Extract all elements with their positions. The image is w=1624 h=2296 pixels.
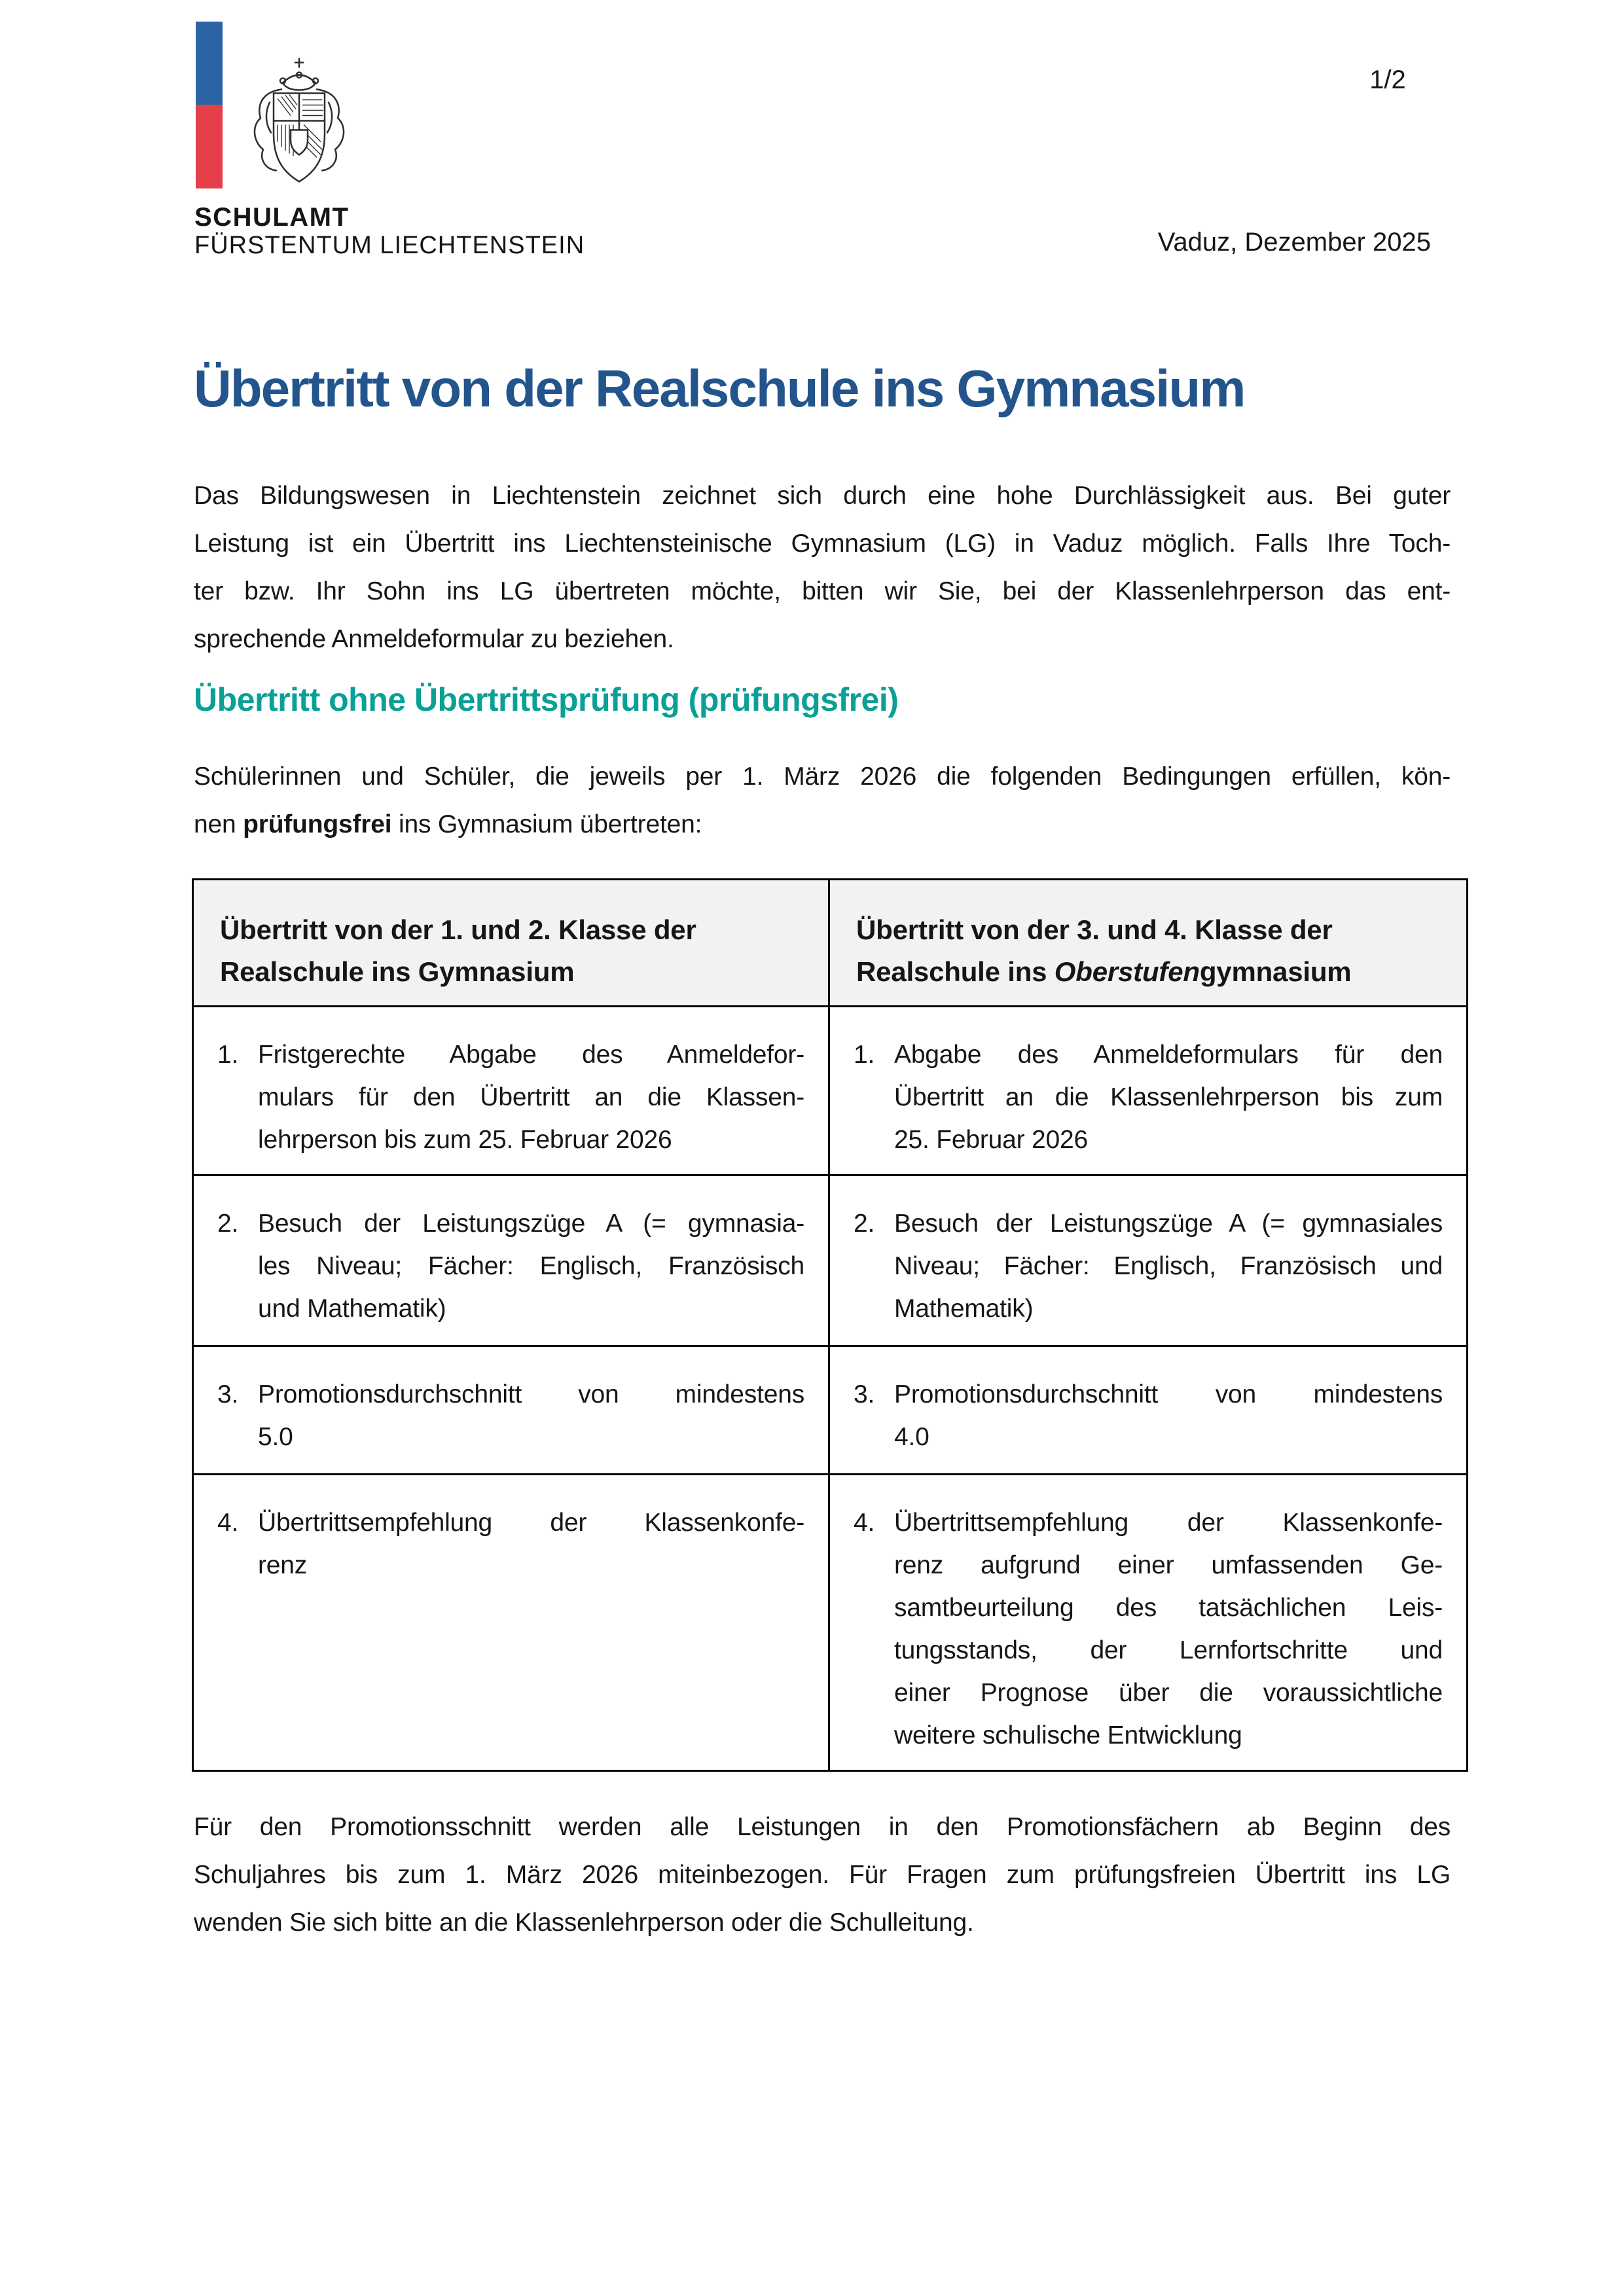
org-name: SCHULAMT	[194, 203, 350, 232]
coat-of-arms-icon	[244, 55, 355, 196]
list-number: 1.	[854, 1041, 875, 1069]
table-cell-row1-right	[830, 1007, 1466, 1176]
lead-paragraph: Schülerinnen und Schüler, die jeweils per 1. März 2026 die folgenden Bedingungen erfüllen, kön- nen prüfungsfrei ins Gymnasium übertreten:	[194, 762, 1451, 838]
cell-text: Fristgerechte Abgabe des Anmeldefor- mulars für den Übertritt an die Klassen- lehrperson bis zum 25. Februar 2026	[258, 1041, 804, 1154]
conditions-table	[192, 878, 1468, 1772]
logo-bar-blue	[196, 22, 223, 105]
cell-text: Promotionsdurchschnitt von mindestens 4.0	[894, 1380, 1443, 1451]
page-number: 1/2	[1369, 65, 1406, 94]
list-number: 1.	[217, 1041, 239, 1069]
intro-paragraph: Das Bildungswesen in Liechtenstein zeichnet sich durch eine hohe Durchlässigkeit aus. Bei guter Leistung ist ein Übertritt ins Liechtensteinische Gymnasium (LG) in Vaduz möglich. Falls Ihre Toch- ter bzw. Ihr Sohn ins LG übertreten möchte, bitten wir Sie, bei der Klassenlehrperson das ent- sprechende Anmeldeformular zu beziehen.	[194, 482, 1451, 653]
list-number: 3.	[217, 1380, 239, 1408]
outro-paragraph: Für den Promotionsschnitt werden alle Leistungen in den Promotionsfächern ab Beginn des Schuljahres bis zum 1. März 2026 miteinbezogen. Für Fragen zum prüfungsfreien Übertritt ins LG wenden Sie sich bitte an die Klassenlehrperson oder die Schulleitung.	[194, 1813, 1451, 1937]
list-number: 2.	[217, 1210, 239, 1238]
list-number: 4.	[854, 1509, 875, 1537]
table-cell-row1-left	[194, 1007, 830, 1176]
logo-bar-red	[196, 105, 223, 188]
table-cell-row4-left	[194, 1475, 830, 1770]
cell-text: Abgabe des Anmeldeformulars für den Übertritt an die Klassenlehrperson bis zum 25. Februar 2026	[894, 1041, 1443, 1154]
table-cell-row2-right	[830, 1176, 1466, 1347]
document-title: Übertritt von der Realschule ins Gymnasium	[194, 359, 1245, 418]
section-heading: Übertritt ohne Übertrittsprüfung (prüfungsfrei)	[194, 681, 899, 718]
org-country: FÜRSTENTUM LIECHTENSTEIN	[194, 232, 585, 259]
table-cell-row4-right	[830, 1475, 1466, 1770]
table-cell-row3-right	[830, 1347, 1466, 1475]
cell-text: Besuch der Leistungszüge A (= gymnasia- les Niveau; Fächer: Englisch, Französisch und Mathematik)	[258, 1210, 804, 1323]
cell-text: Promotionsdurchschnitt von mindestens 5.0	[258, 1380, 804, 1451]
list-number: 2.	[854, 1210, 875, 1238]
logo-color-bar	[196, 22, 223, 188]
list-number: 4.	[217, 1509, 239, 1537]
cell-text: Übertrittsempfehlung der Klassenkonfe- renz aufgrund einer umfassenden Ge- samtbeurteilung des tatsächlichen Leis- tungsstands, der Lernfortschritte und einer Prognose über die voraussichtliche weitere schulische Entwicklung	[894, 1509, 1443, 1749]
date-place: Vaduz, Dezember 2025	[1157, 228, 1431, 257]
table-cell-row3-left	[194, 1347, 830, 1475]
table-header-left: Übertritt von der 1. und 2. Klasse der Realschule ins Gymnasium	[194, 880, 830, 1007]
cell-text: Besuch der Leistungszüge A (= gymnasiales Niveau; Fächer: Englisch, Französisch und Mathematik)	[894, 1210, 1443, 1323]
table-header-right: Übertritt von der 3. und 4. Klasse der Realschule ins Oberstufengymnasium	[830, 880, 1466, 1007]
table-cell-row2-left	[194, 1176, 830, 1347]
list-number: 3.	[854, 1380, 875, 1408]
cell-text: Übertrittsempfehlung der Klassenkonfe- renz	[258, 1509, 804, 1579]
